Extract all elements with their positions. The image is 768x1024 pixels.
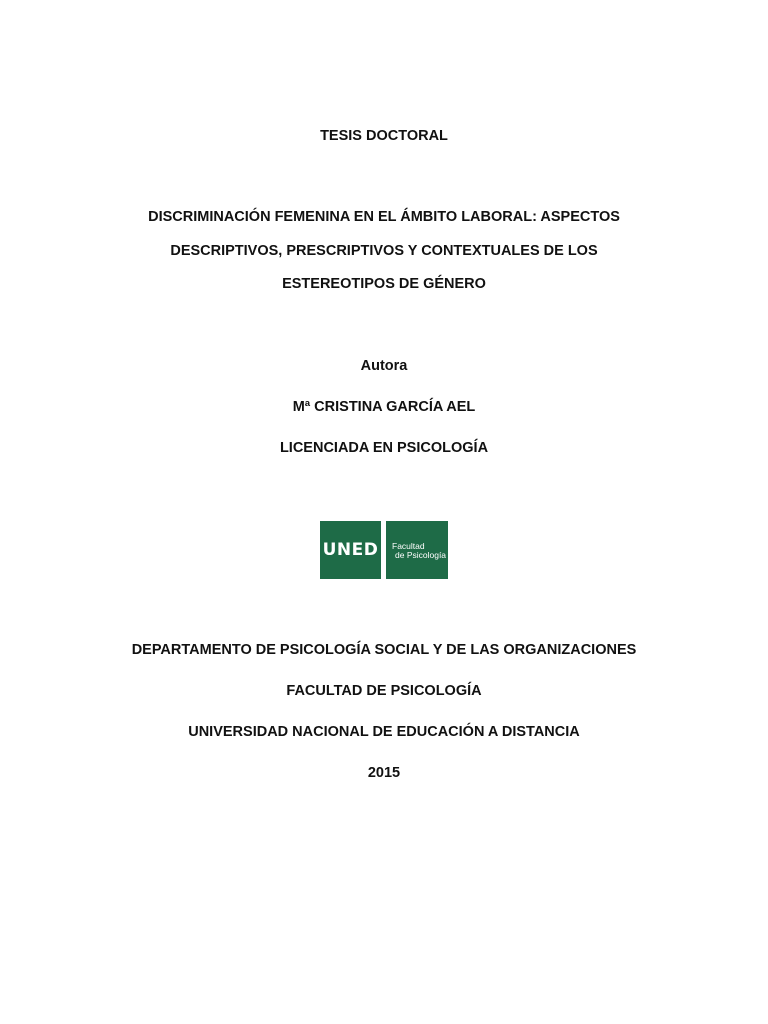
faculty-logo-line-2: de Psicología — [395, 550, 447, 560]
faculty-logo-line-1: Facultad — [392, 541, 425, 551]
uned-faculty-logo — [320, 521, 448, 579]
university-name: UNIVERSIDAD NACIONAL DE EDUCACIÓN A DISTANCIA — [188, 724, 580, 740]
faculty-logo-mark — [386, 521, 448, 579]
department-name: DEPARTAMENTO DE PSICOLOGÍA SOCIAL Y DE LAS ORGANIZACIONES — [131, 642, 637, 658]
author-name: Mª CRISTINA GARCÍA AEL — [292, 399, 476, 415]
uned-logo-mark: UNED — [320, 521, 381, 579]
faculty-name: FACULTAD DE PSICOLOGÍA — [286, 683, 482, 699]
author-degree: LICENCIADA EN PSICOLOGÍA — [279, 440, 489, 456]
thesis-title-line-2: DESCRIPTIVOS, PRESCRIPTIVOS Y CONTEXTUALES DE LOS — [170, 243, 598, 259]
thesis-title-line-3: ESTEREOTIPOS DE GÉNERO — [282, 276, 486, 292]
thesis-title-line-1: DISCRIMINACIÓN FEMENINA EN EL ÁMBITO LABORAL: ASPECTOS — [148, 209, 620, 225]
author-heading: Autora — [360, 358, 408, 374]
thesis-year: 2015 — [367, 765, 401, 781]
document-type: TESIS DOCTORAL — [320, 128, 448, 144]
